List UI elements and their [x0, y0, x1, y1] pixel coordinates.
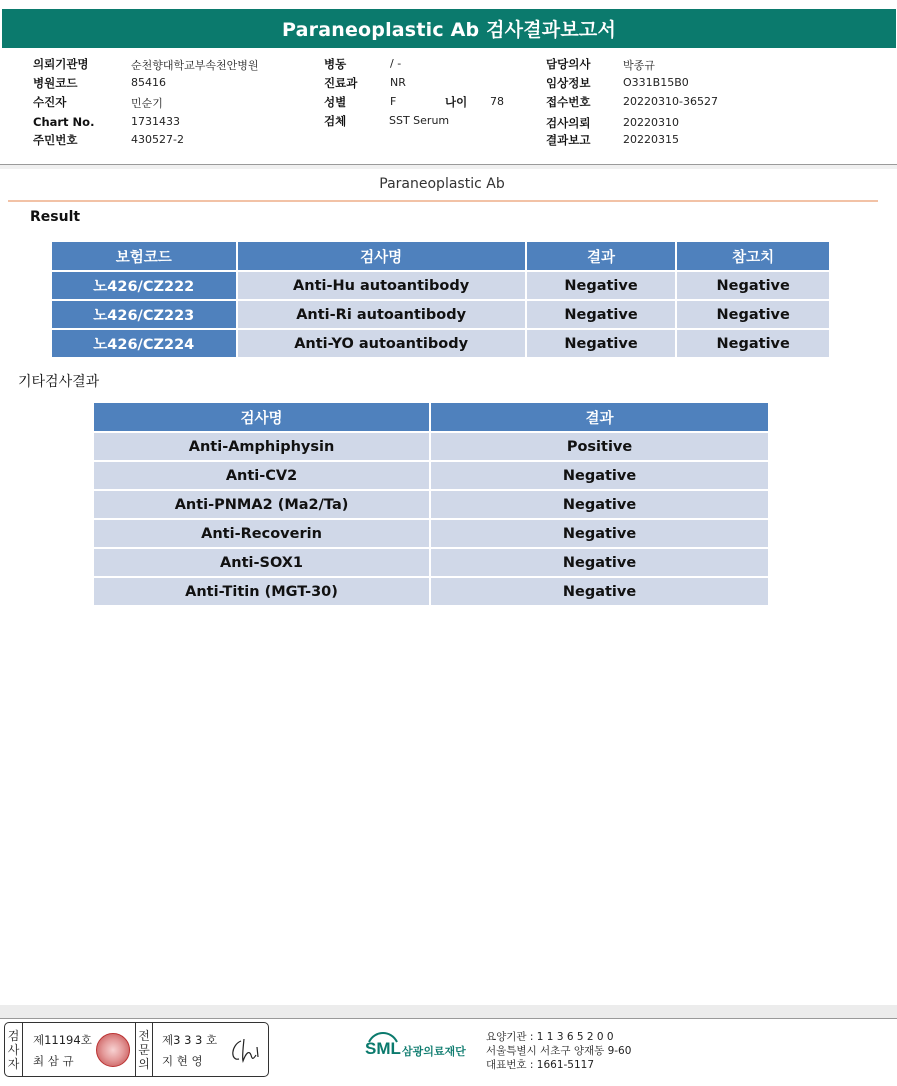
logo-mark: SML — [365, 1039, 401, 1058]
result-label: Result — [30, 209, 81, 225]
footer-divider — [0, 1018, 897, 1019]
test-name: Anti-Ri autoantibody — [237, 300, 526, 329]
specimen-value: SST Serum — [389, 114, 450, 127]
ward-label: 병동 — [324, 57, 347, 71]
hospital-code-value: 85416 — [131, 76, 166, 89]
table-row — [93, 577, 769, 606]
specialist-char: 의 — [138, 1056, 150, 1071]
examiner-char: 사 — [7, 1042, 20, 1057]
insurance-code: 노426/CZ223 — [51, 300, 237, 329]
department-label: 진료과 — [324, 76, 358, 90]
test-name: Anti-Amphiphysin — [93, 432, 430, 461]
header-result: 결과 — [526, 241, 677, 271]
doctor-label: 담당의사 — [546, 57, 591, 71]
department-value: NR — [390, 76, 406, 89]
header-result: 결과 — [430, 402, 769, 432]
specialist-char: 문 — [138, 1042, 150, 1057]
age-value: 78 — [490, 95, 504, 108]
insurance-code: 노426/CZ224 — [51, 329, 237, 358]
reference-value: Negative — [676, 329, 830, 358]
recipient-value: 민순기 — [131, 97, 163, 110]
test-name: Anti-SOX1 — [93, 548, 430, 577]
seal-stamp-icon — [96, 1033, 130, 1067]
sex-label: 성별 — [324, 95, 347, 109]
institution-value: 순천향대학교부속천안병원 — [131, 59, 259, 72]
test-result: Positive — [430, 432, 769, 461]
signature-icon — [227, 1035, 263, 1065]
test-result: Negative — [526, 271, 677, 300]
table-row — [51, 271, 830, 300]
request-date-value: 20220310 — [623, 116, 679, 129]
chart-no-value: 1731433 — [131, 115, 180, 128]
test-result: Negative — [430, 577, 769, 606]
test-result: Negative — [430, 490, 769, 519]
result-table-header — [51, 241, 830, 271]
test-result: Negative — [430, 519, 769, 548]
request-date-label: 검사의뢰 — [546, 116, 591, 130]
section-rule — [8, 200, 878, 202]
test-result: Negative — [526, 329, 677, 358]
test-name: Anti-Hu autoantibody — [237, 271, 526, 300]
clinical-info-label: 임상정보 — [546, 76, 591, 90]
table-row — [51, 329, 830, 358]
test-name: Anti-YO autoantibody — [237, 329, 526, 358]
signature-box — [4, 1022, 269, 1077]
test-result: Negative — [430, 548, 769, 577]
ward-value: / - — [390, 57, 402, 70]
patient-info — [0, 54, 897, 162]
institution-number: 요양기관 : 1 1 3 6 5 2 0 0 — [486, 1031, 614, 1043]
reference-value: Negative — [676, 271, 830, 300]
chart-no-label: Chart No. — [33, 115, 95, 129]
sex-value: F — [390, 95, 397, 108]
test-result: Negative — [430, 461, 769, 490]
header-test-name: 검사명 — [237, 241, 526, 271]
examiner-char: 검 — [7, 1028, 20, 1043]
specialist-name: 지 현 영 — [162, 1054, 203, 1068]
table-row — [93, 548, 769, 577]
insurance-code: 노426/CZ222 — [51, 271, 237, 300]
other-table-header — [93, 402, 769, 432]
test-name: Anti-PNMA2 (Ma2/Ta) — [93, 490, 430, 519]
test-name: Anti-CV2 — [93, 461, 430, 490]
table-row — [93, 490, 769, 519]
other-results-label: 기타검사결과 — [18, 374, 100, 390]
reference-value: Negative — [676, 300, 830, 329]
report-date-value: 20220315 — [623, 133, 679, 146]
report-date-label: 결과보고 — [546, 133, 591, 147]
header-reference: 참고치 — [676, 241, 830, 271]
specimen-label: 검체 — [324, 114, 347, 128]
header-test-name: 검사명 — [93, 402, 430, 432]
table-row — [93, 432, 769, 461]
test-result: Negative — [526, 300, 677, 329]
resident-no-value: 430527-2 — [131, 133, 184, 146]
examiner-name: 최 삼 규 — [33, 1054, 74, 1068]
header-insurance-code: 보험코드 — [51, 241, 237, 271]
table-row — [93, 519, 769, 548]
resident-no-label: 주민번호 — [33, 133, 78, 147]
examiner-number: 제11194호 — [33, 1033, 92, 1047]
section-title: Paraneoplastic Ab — [379, 176, 505, 192]
examiner-column-label — [5, 1023, 23, 1076]
hospital-code-label: 병원코드 — [33, 76, 78, 90]
age-label: 나이 — [445, 95, 468, 109]
footer-address: 서울특별시 서초구 양재동 9-60 — [486, 1045, 632, 1057]
footer-phone: 대표번호 : 1661-5117 — [486, 1059, 595, 1071]
institution-label: 의뢰기관명 — [33, 57, 89, 71]
footer-band — [0, 1005, 897, 1019]
info-divider-shadow — [0, 165, 897, 169]
result-table — [50, 240, 831, 359]
receipt-no-value: 20220310-36527 — [623, 95, 718, 108]
test-name: Anti-Recoverin — [93, 519, 430, 548]
specialist-number: 제3 3 3 호 — [162, 1033, 218, 1047]
table-row — [51, 300, 830, 329]
footer-contact — [486, 1030, 631, 1072]
receipt-no-label: 접수번호 — [546, 95, 591, 109]
report-title: Paraneoplastic Ab 검사결과보고서 — [2, 9, 896, 48]
specialist-char: 전 — [138, 1028, 150, 1043]
table-row — [93, 461, 769, 490]
examiner-char: 자 — [7, 1056, 20, 1071]
doctor-value: 박종규 — [623, 59, 655, 72]
clinical-info-value: O331B15B0 — [623, 76, 689, 89]
sml-logo — [365, 1030, 485, 1070]
test-name: Anti-Titin (MGT-30) — [93, 577, 430, 606]
other-results-table — [92, 401, 770, 607]
recipient-label: 수진자 — [33, 95, 67, 109]
logo-name: 삼광의료재단 — [402, 1045, 466, 1058]
specialist-column-label — [135, 1023, 153, 1076]
